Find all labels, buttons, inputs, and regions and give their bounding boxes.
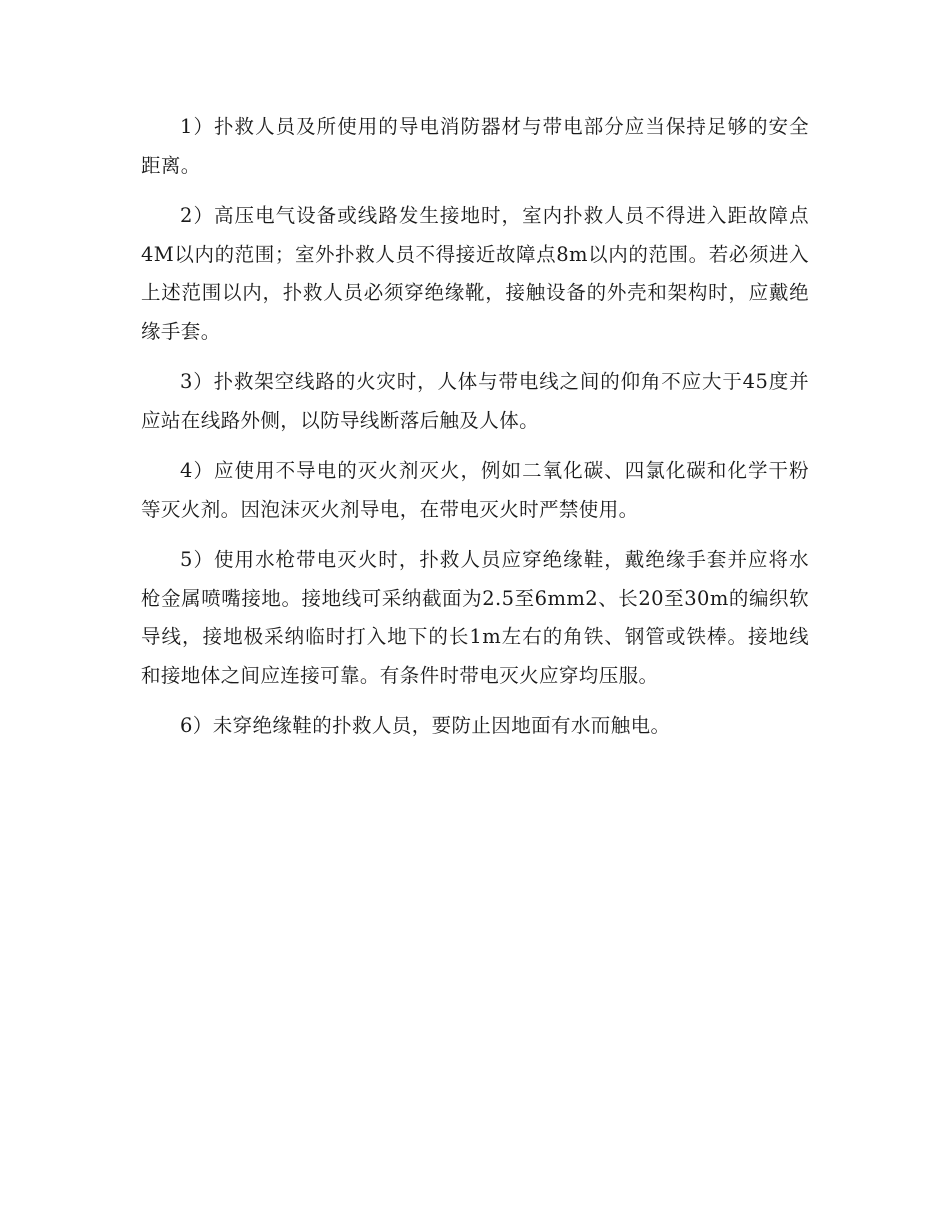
paragraph-5: 5）使用水枪带电灭火时，扑救人员应穿绝缘鞋，戴绝缘手套并应将水枪金属喷嘴接地。接地线可采纳截面为2.5至6mm2、长20至30m的编织软导线，接地极采纳临时打入地下的长1m左右的角铁、钢管或铁棒。接地线和接地体之间应连接可靠。有条件时带电灭火应穿均压服。 <box>141 548 809 687</box>
document-body <box>141 108 809 758</box>
paragraph-1: 1）扑救人员及所使用的导电消防器材与带电部分应当保持足够的安全距离。 <box>141 115 809 177</box>
paragraph-2: 2）高压电气设备或线路发生接地时，室内扑救人员不得进入距故障点4M以内的范围；室外扑救人员不得接近故障点8m以内的范围。若必须进入上述范围以内，扑救人员必须穿绝缘靴，接触设备的外壳和架构时，应戴绝缘手套。 <box>141 204 809 343</box>
paragraph-6: 6）未穿绝缘鞋的扑救人员，要防止因地面有水而触电。 <box>180 714 671 737</box>
paragraph-3: 3）扑救架空线路的火灾时，人体与带电线之间的仰角不应大于45度并应站在线路外侧，以防导线断落后触及人体。 <box>141 370 809 432</box>
paragraph-4: 4）应使用不导电的灭火剂灭火，例如二氧化碳、四氯化碳和化学干粉等灭火剂。因泡沫灭火剂导电，在带电灭火时严禁使用。 <box>141 459 809 521</box>
